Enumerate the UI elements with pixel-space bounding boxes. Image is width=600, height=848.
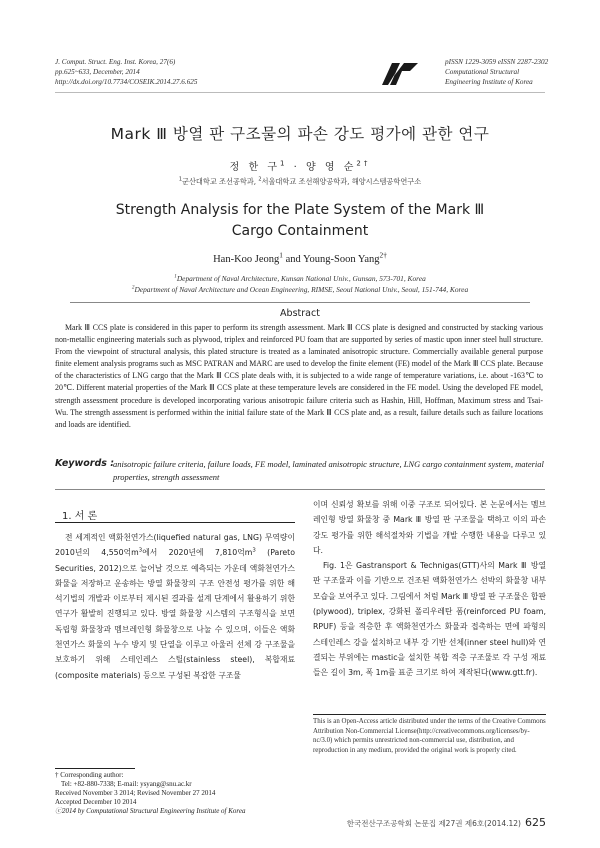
section-heading-introduction: 1. 서 론 bbox=[62, 511, 98, 522]
unit-exponent: 3 bbox=[138, 547, 143, 554]
footnote-rule bbox=[55, 768, 135, 769]
title-line: Strength Analysis for the Plate System of the Mark Ⅲ bbox=[115, 202, 485, 218]
footnote-line: † Corresponding author: bbox=[55, 771, 124, 779]
body-text: (Pareto Securities, 2012)으로 늘어날 것으로 예측되는 가운데 액화천연가스 화물을 저장하고 운송하는 방열 화물창의 구조 안전성 평가를 위한 해석기법의 개발과 이로부터 제시된 결과를 설계 단계에서 활용하기 위한 연구가 활발히 진행되고 있다. 방열 화물창 시스템의 구조형식을 보면 독립형 화물창과 멤브레인형 화물창으로 나눌 수 있으며, 이들은 액화천연가스 화물의 누수 방지 및 단열을 이루고 아울러 선체 강 구조물을 보호하기 위해 스테인레스 스틸(stainless steel), 복합재료(composite materials) 등으로 구성된 복잡한 구조물 bbox=[55, 548, 295, 680]
affiliation-text: 군산대학교 조선공학과, bbox=[182, 177, 259, 186]
affiliation-marker: 2 bbox=[258, 176, 262, 183]
body-paragraph: 이며 신뢰성 확보를 위해 이중 구조로 되어있다. 본 논문에서는 멤브레인형 방열 화물창 중 Mark Ⅲ 방열 판 구조물을 택하고 이의 파손 강도 평가를 위한 해석절차와 기법을 개발 수행한 내용을 다루고 있다. bbox=[313, 500, 546, 555]
affiliation-text: Department of Naval Architecture, Kunsan National Univ., Gunsan, 573-701, Korea bbox=[176, 274, 426, 283]
publisher-line-2: Engineering Institute of Korea bbox=[445, 78, 533, 86]
journal-citation bbox=[55, 57, 315, 87]
footnote-accepted: Accepted December 10 2014 bbox=[55, 797, 137, 806]
journal-logo-icon bbox=[380, 59, 420, 87]
footnote-contact: Tel: +82-880-7338; E-mail: ysyang@snu.ac.kr bbox=[61, 779, 192, 788]
abstract-rule-top bbox=[70, 302, 530, 303]
section-rule bbox=[55, 522, 295, 523]
affiliation-line bbox=[0, 285, 600, 296]
paper-title-english bbox=[100, 200, 500, 242]
affiliation-text: Department of Naval Architecture and Ocean Engineering, RIMSE, Seoul National Univ., Seoul, 151-744, Korea bbox=[134, 284, 469, 294]
footer-journal: 한국전산구조공학회 논문집 제27권 제6호(2014.12) bbox=[346, 819, 521, 828]
affiliation-text: 서울대학교 조선해양공학과, 해양시스템공학연구소 bbox=[261, 177, 422, 186]
affiliation-marker: 1 bbox=[280, 159, 288, 168]
journal-line: J. Comput. Struct. Eng. Inst. Korea, 27(6) bbox=[55, 58, 176, 66]
abstract-heading: Abstract bbox=[280, 308, 320, 319]
affiliation-marker: 2† bbox=[356, 159, 371, 168]
keywords-label: Keywords : bbox=[55, 458, 115, 469]
affiliation-marker: 1 bbox=[178, 176, 183, 183]
abstract-text: Mark Ⅲ CCS plate is considered in this paper to perform its strength assessment. Mark Ⅲ CCS plate is designed and constructed by stacking various non-metallic engineering materials such as plywood, triplex and reinforced PU foam that are supported by series of mastic upon inner steel hull structure. From the viewpoint of structural analysis, this plated structure is treated as a laminated anisotropic structure. Commercially available general purpose finite element analysis programs such as MSC PATRAN and MARC are used to develop the finite element (FE) model of the Mark Ⅲ CCS plate. Because of the characteristics of LNG cargo that the Mark Ⅲ CCS plate deals with, it is subjected to a wide range of temperature variations, i.e. about -163℃ to 20℃. Different material properties of the Mark Ⅲ CCS plate at these temperature levels are considered in the FE model. Using the developed FE model, strength assessment procedure is developed incorporating various anisotropic failure criteria such as Hashin, Hill, Hoffman, Maximum stress and Tsai-Wu. The strength assessment is performed within the initial failure state of the Mark Ⅲ CCS plate and, as a result, failure details such as failure locations and loads are identified. bbox=[55, 323, 543, 429]
author-separator: · bbox=[287, 162, 307, 173]
author-name: 양 영 순 bbox=[306, 162, 357, 173]
affiliation-line bbox=[0, 274, 600, 285]
issn-block bbox=[445, 57, 565, 87]
page-number: 625 bbox=[525, 816, 546, 829]
page-footer bbox=[313, 816, 546, 829]
publisher-line: Computational Structural bbox=[445, 68, 520, 76]
issn-line: pISSN 1229-3059 eISSN 2287-2302 bbox=[445, 58, 549, 66]
author-name: 정 한 구 bbox=[229, 162, 280, 173]
affiliation-marker: 1 bbox=[174, 273, 177, 280]
body-paragraph: Fig. 1은 Gastransport & Technigas(GTT)사의 Mark Ⅲ 방열 판 구조물과 이를 기반으로 건조된 액화천연가스 선박의 화물창 내부 모습을 보여주고 있다. 그림에서 처럼 Mark Ⅲ 방열 판 구조물은 합판(plywood), triplex, 강화된 폴리우레탄 폼(reinforced PU foam, RPUF) 등을 적층한 후 액화천연가스 화물과 접촉하는 면에 파형의 스테인레스 강을 설치하고 내부 강 기반 선체(inner steel hull)와 연결되는 부위에는 mastic을 설치한 복합 적층 구조물로 각 구성 재료들은 길이 3m, 폭 1m를 표준 크기로 하여 제작된다(www.gtt.fr). bbox=[313, 561, 546, 678]
footnote-received: Received November 3 2014; Revised November 27 2014 bbox=[55, 788, 216, 797]
affiliations-korean bbox=[0, 177, 600, 187]
license-rule bbox=[313, 714, 546, 715]
doi-link[interactable]: http://dx.doi.org/10.7734/COSEIK.2014.27.6.625 bbox=[55, 78, 198, 86]
keywords-text: anisotropic failure criteria, failure loads, FE model, laminated anisotropic structure, LNG cargo containment system, material properties, strength assessment bbox=[113, 459, 544, 482]
journal-pages: pp.625~633, December, 2014 bbox=[55, 68, 140, 76]
affiliations-english bbox=[0, 274, 600, 295]
author-name: Young-Soon Yang bbox=[303, 254, 380, 265]
body-text-left-column bbox=[55, 530, 295, 683]
authors-english bbox=[0, 250, 600, 265]
header-divider bbox=[55, 92, 545, 93]
license-notice: This is an Open-Access article distributed under the terms of the Creative Commons Attribution Non-Commercial License(http://creativecommons.org/licenses/by-nc/3.0) which permits unrestricted non-commercial use, distribution, and reproduction in any medium, provided the original work is properly cited. bbox=[313, 718, 546, 754]
affiliation-marker: 1 bbox=[279, 250, 283, 260]
footnote-correspondence bbox=[55, 771, 300, 816]
body-text: 전 세계적인 액화천연가스(liquefied natural gas, LNG) 무역량이 2010년의 4,550억m bbox=[55, 533, 295, 558]
affiliation-marker: 2 bbox=[131, 284, 135, 291]
body-text: 에서 2020년에 7,810억m bbox=[142, 548, 253, 558]
title-line: Cargo Containment bbox=[231, 223, 369, 239]
author-name: Han-Koo Jeong bbox=[213, 254, 280, 265]
paper-title-korean: Mark Ⅲ 방열 판 구조물의 파손 강도 평가에 관한 연구 bbox=[110, 125, 490, 143]
body-text-right-column bbox=[313, 497, 546, 681]
affiliation-marker: 2† bbox=[379, 250, 387, 260]
keywords-rule bbox=[55, 489, 545, 490]
author-join: and bbox=[282, 254, 303, 265]
unit-exponent: 3 bbox=[252, 547, 256, 554]
footnote-copyright: ⓒ2014 by Computational Structural Engineering Institute of Korea bbox=[55, 806, 246, 815]
authors-korean bbox=[0, 158, 600, 173]
